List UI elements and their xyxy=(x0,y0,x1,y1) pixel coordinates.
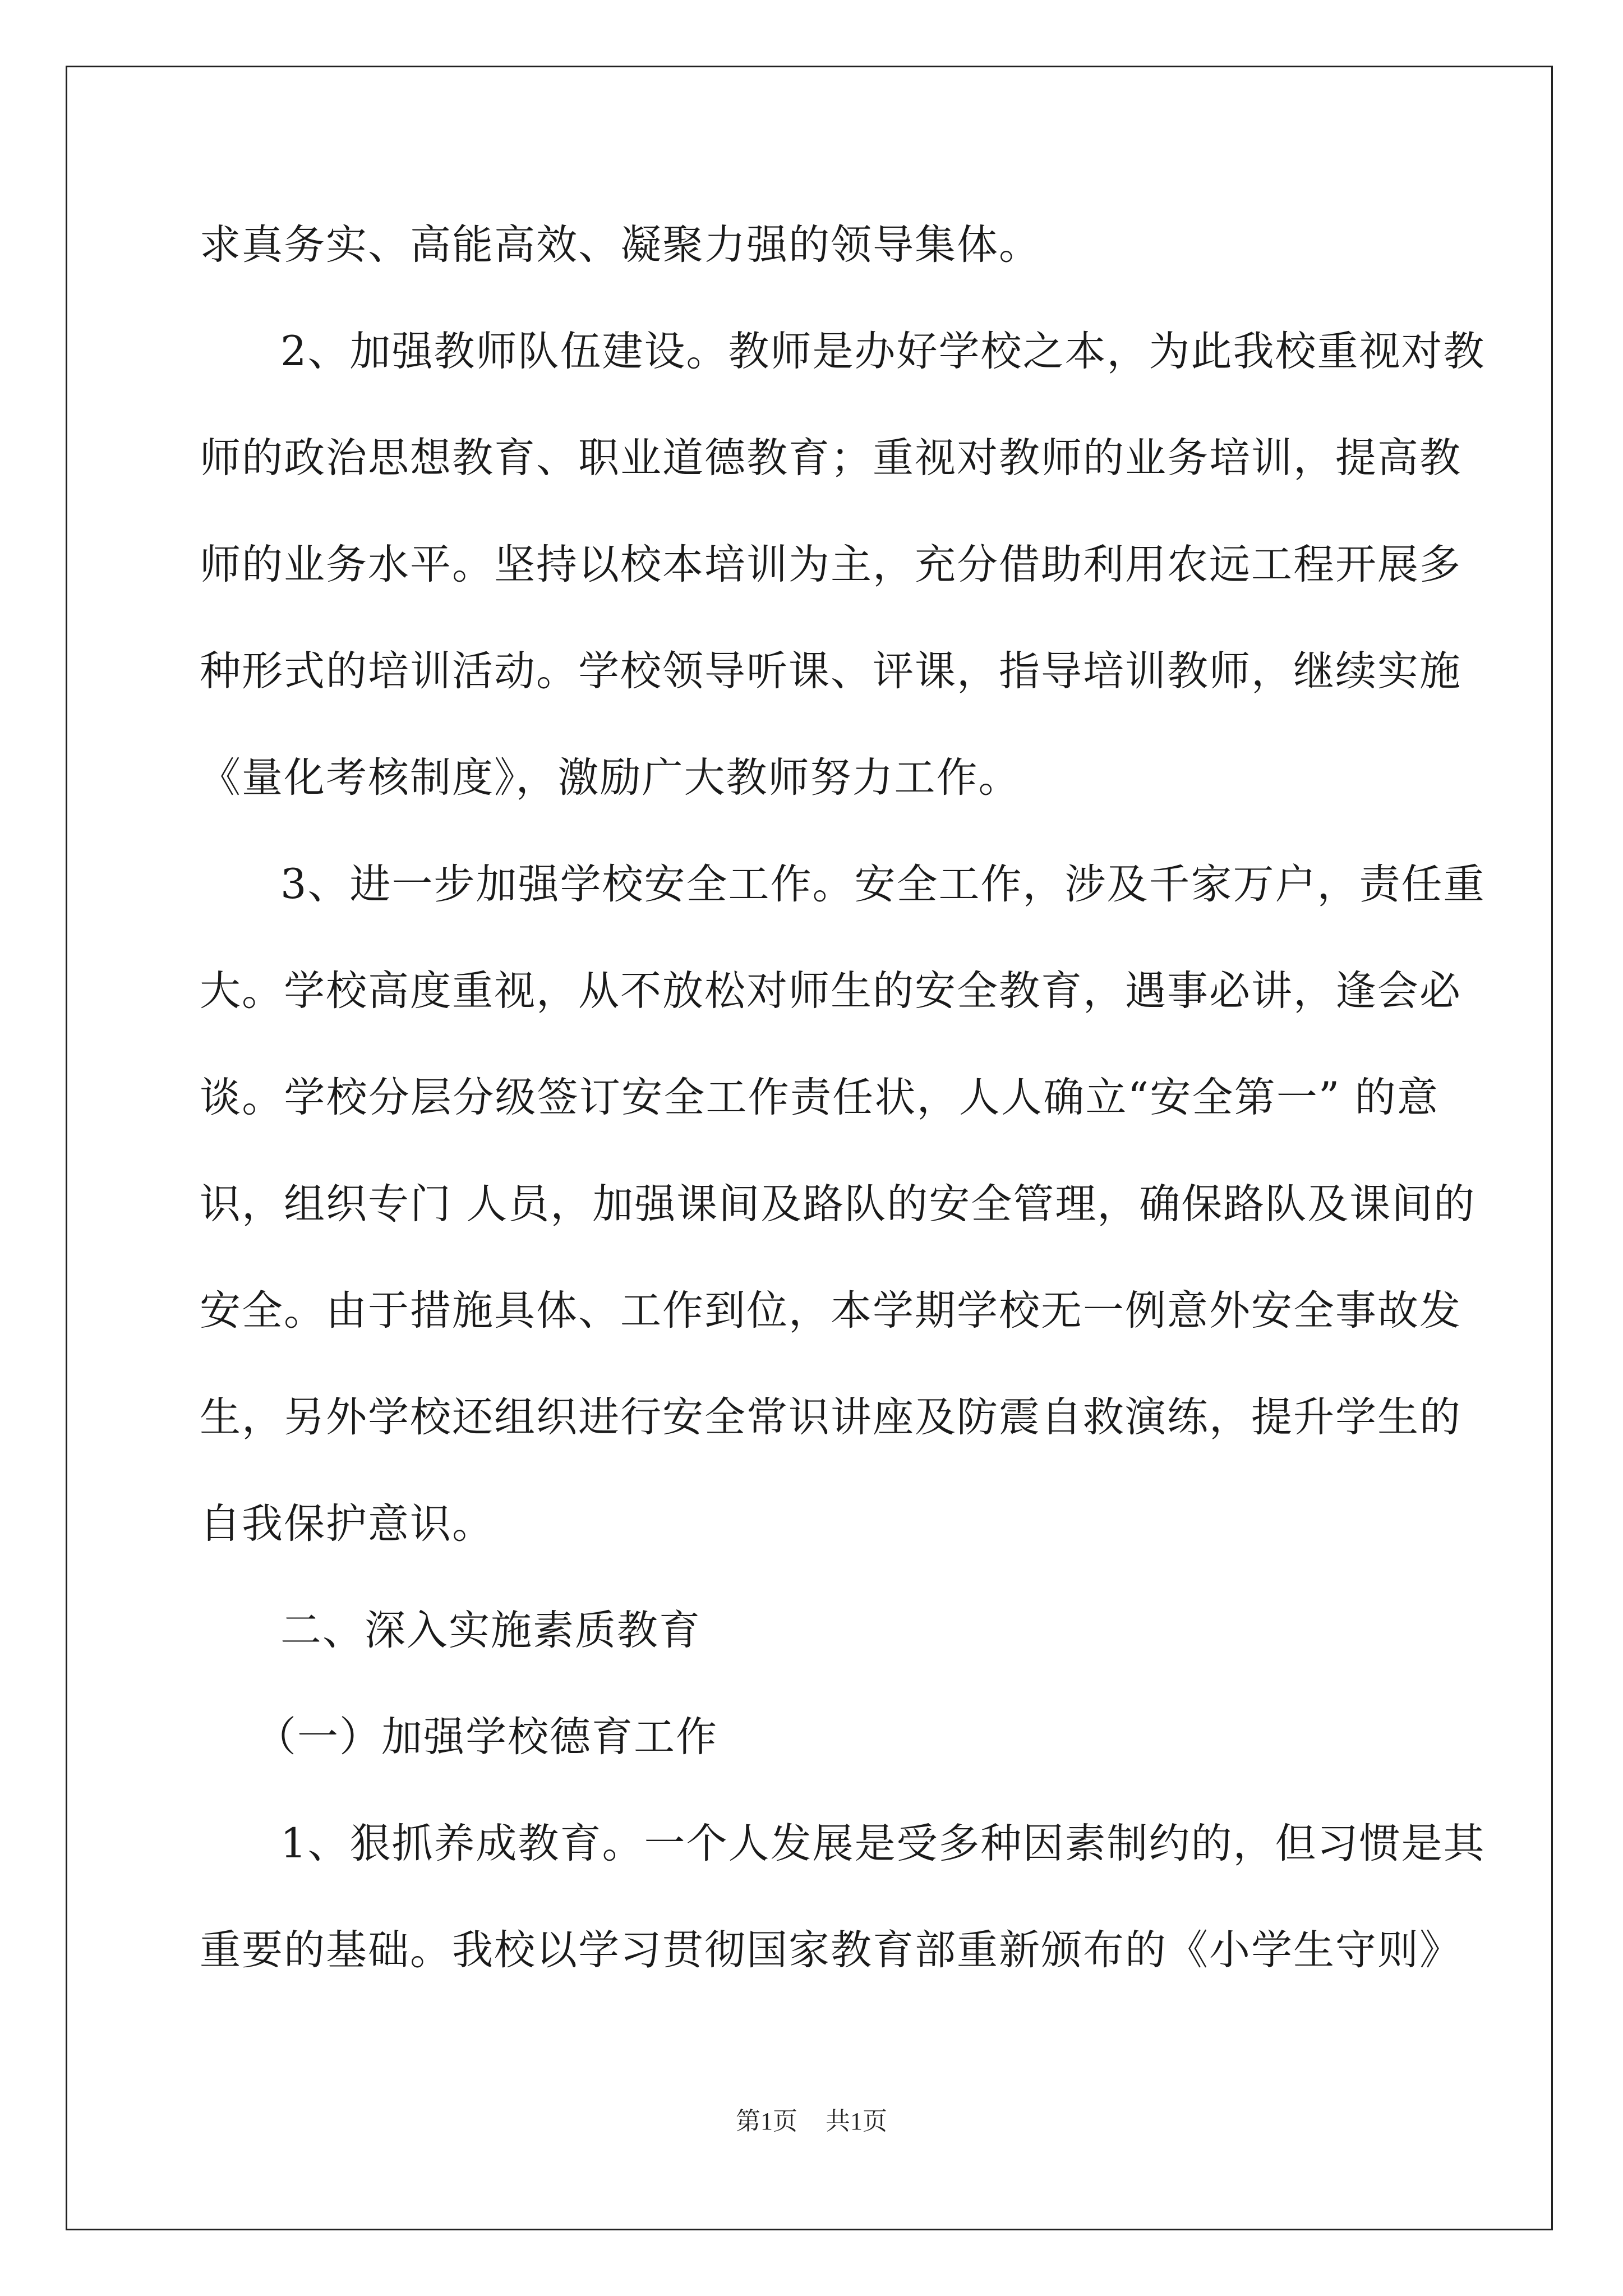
text-line-12: 生，另外学校还组织进行安全常识讲座及防震自救演练，提升学生的 xyxy=(200,1393,1461,1441)
text-line-9: 谈。学校分层分级签订安全工作责任状，人人确立“安全第一” 的意 xyxy=(200,1074,1439,1121)
text-line-17: 重要的基础。我校以学习贯彻国家教育部重新颁布的《小学生守则》 xyxy=(200,1926,1461,1974)
text-line-10: 识，组织专门 人员，加强课间及路队的安全管理，确保路队及课间的 xyxy=(200,1180,1476,1228)
text-line-2: 2、加强教师队伍建设。教师是办好学校之本，为此我校重视对教 xyxy=(280,328,1486,375)
text-line-7: 3、进一步加强学校安全工作。安全工作，涉及千家万户，责任重 xyxy=(280,861,1486,908)
text-line-8: 大。学校高度重视，从不放松对师生的安全教育，遇事必讲，逢会必 xyxy=(200,967,1461,1015)
text-line-16: 1、狠抓养成教育。一个人发展是受多种因素制约的，但习惯是其 xyxy=(280,1820,1486,1867)
section-heading: 二、深入实施素质教育 xyxy=(280,1607,701,1654)
text-line-3: 师的政治思想教育、职业道德教育；重视对教师的业务培训，提高教 xyxy=(200,434,1461,482)
page-total: 共1页 xyxy=(826,2108,887,2135)
text-line-1: 求真务实、高能高效、凝聚力强的领导集体。 xyxy=(200,221,1041,269)
text-line-5: 种形式的培训活动。学校领导听课、评课，指导培训教师，继续实施 xyxy=(200,647,1461,695)
page-footer xyxy=(0,2105,1623,2138)
subsection-heading: （一）加强学校德育工作 xyxy=(255,1713,718,1761)
text-line-4: 师的业务水平。坚持以校本培训为主，充分借助利用农远工程开展多 xyxy=(200,541,1461,588)
text-line-13: 自我保护意识。 xyxy=(200,1500,494,1548)
page-number: 第1页 xyxy=(736,2108,797,2135)
text-line-6: 《量化考核制度》，激励广大教师努力工作。 xyxy=(200,754,1021,802)
page-border xyxy=(66,66,1553,2230)
text-line-11: 安全。由于措施具体、工作到位，本学期学校无一例意外安全事故发 xyxy=(200,1287,1461,1335)
